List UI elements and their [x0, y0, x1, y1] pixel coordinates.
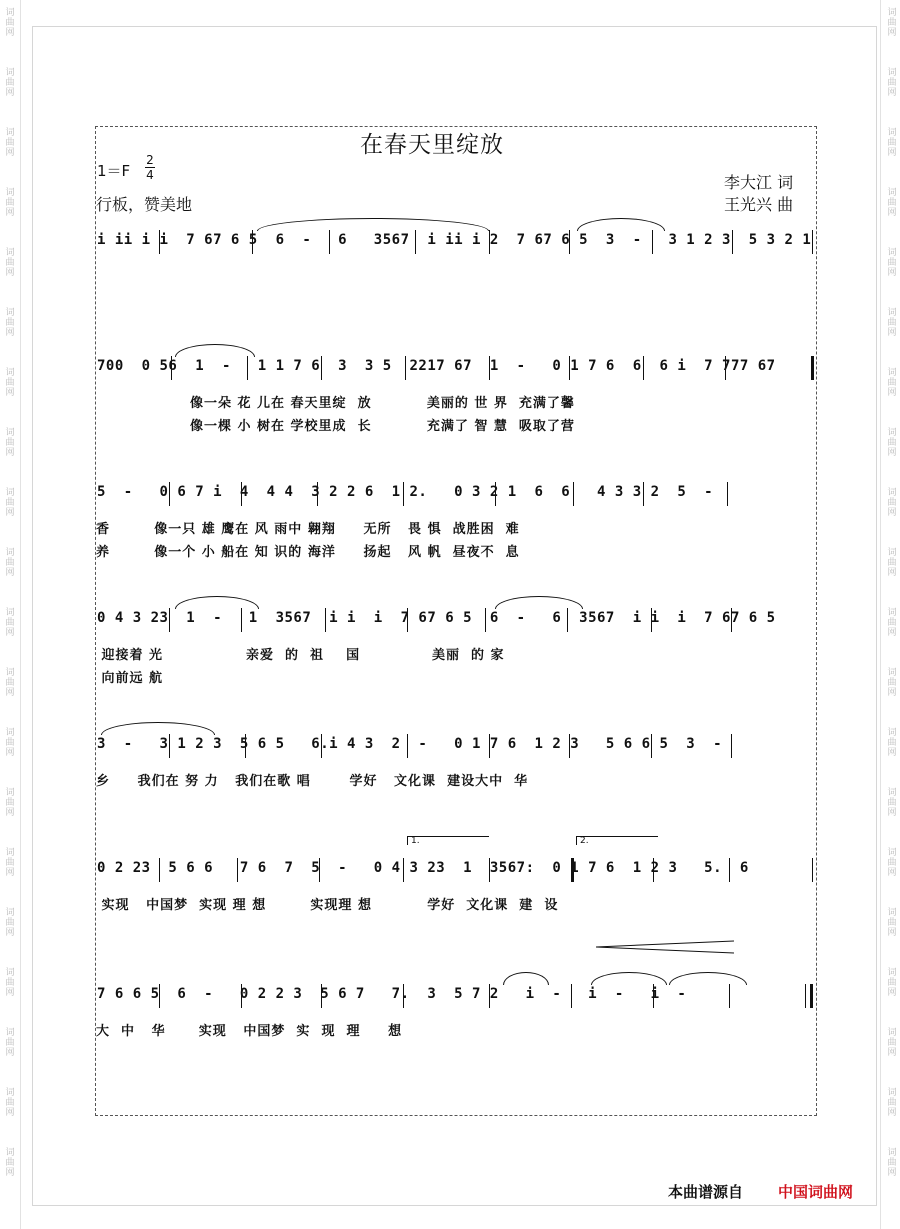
watermark-text: 词 曲 网 — [5, 1088, 15, 1118]
barline — [159, 984, 160, 1008]
second-ending-bracket: 2. — [576, 836, 658, 845]
watermark-text: 词 曲 网 — [887, 728, 897, 758]
barline — [329, 230, 330, 254]
watermark-text: 词 曲 网 — [887, 308, 897, 338]
barline — [573, 482, 574, 506]
barline — [321, 984, 322, 1008]
barline — [405, 356, 406, 380]
watermark-text: 词 曲 网 — [5, 248, 15, 278]
watermark-text: 词 曲 网 — [887, 1088, 897, 1118]
barline — [569, 230, 570, 254]
watermark-text: 词 曲 网 — [5, 488, 15, 518]
lyrics-row-4-verse-2: 向前远 航 — [96, 671, 164, 686]
watermark-text: 词 曲 网 — [5, 848, 15, 878]
barline — [643, 482, 644, 506]
notes-row-3: 5 - 0 6 7 i 4 4 4 3 2 2 6 1 2. 0 3 2 1 6 6 4 3 3 2 5 - — [97, 484, 714, 500]
barline — [245, 734, 246, 758]
barline — [489, 984, 490, 1008]
site-name-link[interactable]: 中国词曲网 — [778, 1183, 854, 1201]
barline — [489, 734, 490, 758]
barline — [812, 230, 813, 254]
watermark-text: 词 曲 网 — [5, 188, 15, 218]
watermark-text: 词 曲 网 — [5, 608, 15, 638]
score-row-3 — [95, 482, 815, 506]
barline — [571, 984, 572, 1008]
notes-row-7: 7 6 6 5 6 - 0 2 2 3 5 6 7 7. 3 5 7 2 i - i - i - — [97, 986, 687, 1002]
watermark-text: 词 曲 网 — [5, 1028, 15, 1058]
barline — [651, 734, 652, 758]
time-signature — [145, 153, 155, 182]
barline — [652, 230, 653, 254]
watermark-text: 词 曲 网 — [887, 908, 897, 938]
watermark-text: 词 曲 网 — [887, 968, 897, 998]
lyrics-row-5: 乡 我们在 努 力 我们在歌 唱 学好 文化课 建设大中 华 — [96, 774, 529, 789]
notes-row-6: 0 2 23 5 6 6 7 6 7 5 - 0 4 3 23 1 3567: 0 1 7 6 1 2 3 5. 6 — [97, 860, 749, 876]
left-watermark-strip — [0, 0, 20, 1229]
barline — [731, 734, 732, 758]
score-row-2 — [95, 356, 815, 380]
score-row-7 — [95, 984, 815, 1008]
barline — [407, 608, 408, 632]
barline — [241, 608, 242, 632]
notes-row-2: 700 0 56 1 - 1 1 7 6 3 3 5 2217 67 1 - 0 1 7 6 6 6 i 7 777 67 — [97, 358, 776, 374]
watermark-text: 词 曲 网 — [887, 428, 897, 458]
watermark-text: 词 曲 网 — [5, 308, 15, 338]
watermark-text: 词 曲 网 — [5, 668, 15, 698]
watermark-text: 词 曲 网 — [5, 128, 15, 158]
barline — [403, 984, 404, 1008]
watermark-text: 词 曲 网 — [5, 1148, 15, 1178]
watermark-text: 词 曲 网 — [887, 368, 897, 398]
final-barline-thin — [805, 984, 806, 1008]
barline — [489, 356, 490, 380]
notes-row-4: 0 4 3 23 1 - 1 3567 i i i 7 67 6 5 6 - 6 3567 i i i 7 67 6 5 — [97, 610, 776, 626]
barline — [241, 984, 242, 1008]
barline — [651, 608, 652, 632]
watermark-text: 词 曲 网 — [887, 68, 897, 98]
lyrics-row-3-verse-2: 养 像一个 小 船在 知 识的 海洋 扬起 风 帆 昼夜不 息 — [96, 545, 520, 560]
barline — [569, 356, 570, 380]
notes-row-5: 3 - 3 1 2 3 5 6 5 6.i 4 3 2 - 0 1 7 6 1 2 3 5 6 6 5 3 - — [97, 736, 723, 752]
barline — [731, 608, 732, 632]
watermark-text: 词 曲 网 — [887, 668, 897, 698]
score-row-4 — [95, 608, 815, 632]
composer-credit: 王光兴 曲 — [724, 195, 794, 214]
watermark-text: 词 曲 网 — [887, 608, 897, 638]
barline — [485, 608, 486, 632]
watermark-text: 词 曲 网 — [887, 128, 897, 158]
watermark-text: 词 曲 网 — [5, 68, 15, 98]
barline — [325, 608, 326, 632]
right-margin-line — [880, 0, 881, 1229]
barline — [159, 858, 160, 882]
watermark-text: 词 曲 网 — [887, 788, 897, 818]
barline — [732, 230, 733, 254]
watermark-text: 词 曲 网 — [887, 488, 897, 518]
barline — [495, 482, 496, 506]
barline — [569, 734, 570, 758]
barline — [317, 482, 318, 506]
watermark-text: 词 曲 网 — [5, 548, 15, 578]
barline — [321, 356, 322, 380]
barline — [415, 230, 416, 254]
repeat-barline — [571, 858, 574, 882]
decrescendo-hairpin — [596, 940, 734, 954]
barline — [171, 356, 172, 380]
barline — [653, 858, 654, 882]
lyricist-credit: 李大江 词 — [724, 173, 794, 192]
watermark-text: 词 曲 网 — [887, 8, 897, 38]
barline — [169, 608, 170, 632]
barline — [321, 734, 322, 758]
key-signature: 1＝F — [97, 162, 131, 180]
watermark-text: 词 曲 网 — [887, 188, 897, 218]
watermark-text: 词 曲 网 — [887, 548, 897, 578]
barline — [812, 858, 813, 882]
barline — [237, 858, 238, 882]
barline — [653, 984, 654, 1008]
watermark-text: 词 曲 网 — [5, 968, 15, 998]
first-ending-bracket: 1. — [407, 836, 489, 845]
barline — [319, 858, 320, 882]
barline — [403, 858, 404, 882]
barline — [169, 734, 170, 758]
score-row-1 — [95, 230, 815, 254]
barline — [811, 356, 814, 380]
lyrics-row-4-verse-1: 迎接着 光 亲爱 的 祖 国 美丽 的 家 — [96, 648, 505, 663]
barline — [489, 858, 490, 882]
barline — [407, 734, 408, 758]
barline — [403, 482, 404, 506]
barline — [159, 230, 160, 254]
tempo-marking: 行板，赞美地 — [96, 195, 193, 214]
barline — [241, 482, 242, 506]
lyrics-row-3-verse-1: 香 像一只 雄 鹰在 风 雨中 翱翔 无所 畏 惧 战胜困 难 — [96, 522, 520, 537]
lyrics-row-7: 大 中 华 实现 中国梦 实 现 理 想 — [96, 1024, 403, 1039]
barline — [725, 356, 726, 380]
watermark-text: 词 曲 网 — [5, 788, 15, 818]
source-label: 本曲谱源自 — [668, 1183, 744, 1201]
watermark-text: 词 曲 网 — [5, 908, 15, 938]
barline — [729, 984, 730, 1008]
watermark-text: 词 曲 网 — [5, 8, 15, 38]
barline — [567, 608, 568, 632]
notes-row-1: i ii i i 7 67 6 5 6 - 6 3567 i ii i 2 7 67 6 5 3 - 3 1 2 3 5 3 2 1 — [97, 232, 812, 248]
lyrics-row-6: 实现 中国梦 实现 理 想 实现理 想 学好 文化课 建 设 — [96, 898, 559, 913]
barline — [727, 482, 728, 506]
barline — [643, 356, 644, 380]
barline — [252, 230, 253, 254]
barline — [729, 858, 730, 882]
right-watermark-strip — [880, 0, 900, 1229]
left-margin-line — [20, 0, 21, 1229]
lyrics-row-2-verse-2: 像一棵 小 树在 学校里成 长 充满了 智 慧 吸取了营 — [96, 419, 575, 434]
watermark-text: 词 曲 网 — [5, 728, 15, 758]
song-title: 在春天里绽放 — [360, 132, 504, 158]
score-row-6 — [95, 858, 815, 882]
time-signature-top: 2 — [146, 153, 154, 167]
time-signature-bottom: 4 — [146, 168, 154, 182]
score-row-5 — [95, 734, 815, 758]
watermark-text: 词 曲 网 — [5, 368, 15, 398]
final-barline-thick — [810, 984, 813, 1008]
watermark-text: 词 曲 网 — [887, 848, 897, 878]
watermark-text: 词 曲 网 — [5, 428, 15, 458]
barline — [169, 482, 170, 506]
barline — [247, 356, 248, 380]
watermark-text: 词 曲 网 — [887, 1028, 897, 1058]
barline — [489, 230, 490, 254]
lyrics-row-2-verse-1: 像一朵 花 儿在 春天里绽 放 美丽的 世 界 充满了馨 — [96, 396, 575, 411]
watermark-text: 词 曲 网 — [887, 1148, 897, 1178]
watermark-text: 词 曲 网 — [887, 248, 897, 278]
